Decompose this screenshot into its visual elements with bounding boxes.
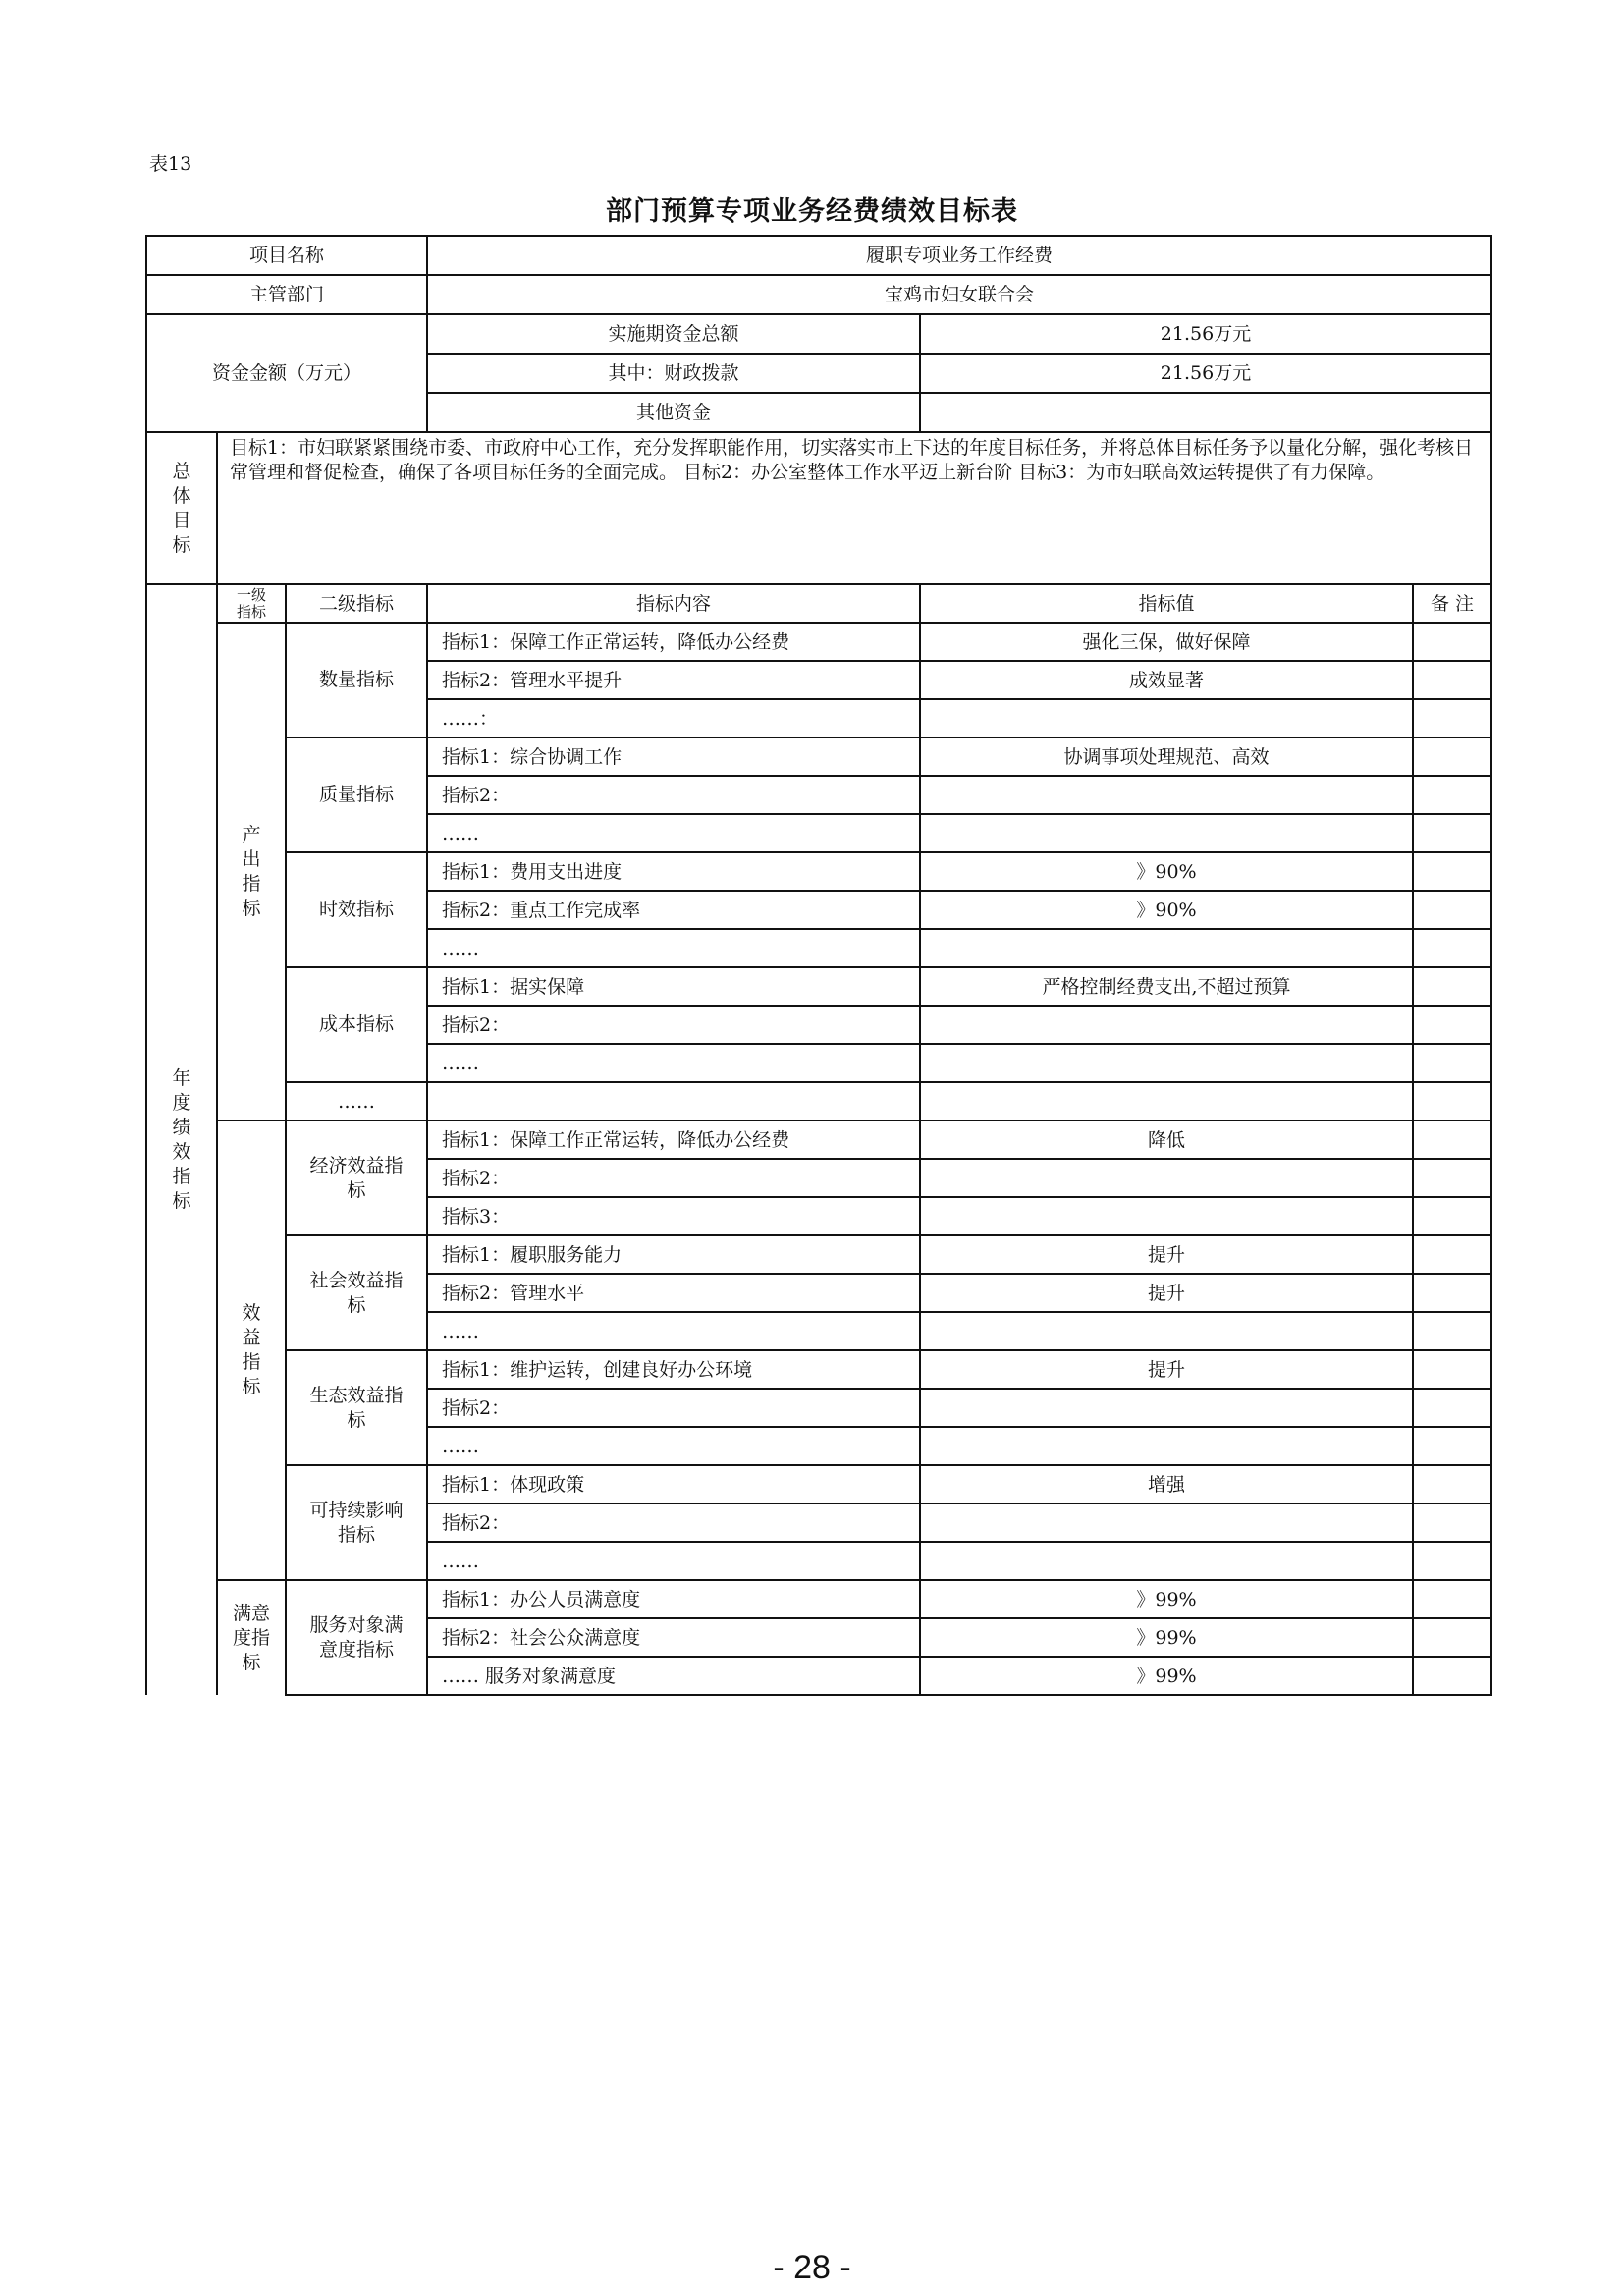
indicator-value bbox=[920, 929, 1413, 967]
indicator-remark bbox=[1413, 929, 1491, 967]
indicator-content: 指标1：据实保障 bbox=[427, 967, 920, 1006]
indicator-content: …… bbox=[427, 929, 920, 967]
overall-goal-row bbox=[146, 432, 1491, 584]
performance-target-table bbox=[145, 235, 1492, 1696]
indicator-remark bbox=[1413, 1312, 1491, 1350]
indicator-remark bbox=[1413, 738, 1491, 776]
indicator-content: …… bbox=[427, 1427, 920, 1465]
indicator-value: 》99% bbox=[920, 1618, 1413, 1657]
indicator-value bbox=[920, 1159, 1413, 1197]
indicator-remark bbox=[1413, 852, 1491, 891]
indicator-row bbox=[146, 623, 1491, 661]
indicator-content: 指标1：办公人员满意度 bbox=[427, 1580, 920, 1618]
overall-goal-text: 目标1：市妇联紧紧围绕市委、市政府中心工作，充分发挥职能作用，切实落实市上下达的年度目标任务，并将总体目标任务予以量化分解，强化考核日常管理和督促检查，确保了各项目标任务的全面完成。 目标2：办公室整体工作水平迈上新台阶 目标3：为市妇联高效运转提供了有力保障。 bbox=[217, 432, 1491, 584]
indicator-content: 指标2： bbox=[427, 1389, 920, 1427]
indicator-remark bbox=[1413, 1657, 1491, 1695]
indicator-value bbox=[920, 1542, 1413, 1580]
funds-fiscal-label: 其中：财政拨款 bbox=[427, 354, 920, 393]
indicator-value bbox=[920, 1006, 1413, 1044]
level2-indicator: 社会效益指标 bbox=[286, 1235, 427, 1350]
level1-indicator: 产出指标 bbox=[217, 623, 286, 1121]
indicator-content: ……： bbox=[427, 699, 920, 738]
annual-indicators-label: 年度绩效指标 bbox=[146, 584, 217, 1695]
indicator-row bbox=[146, 738, 1491, 776]
funds-fiscal-value: 21.56万元 bbox=[920, 354, 1491, 393]
funds-total-value: 21.56万元 bbox=[920, 314, 1491, 354]
indicator-content: 指标1：维护运转，创建良好办公环境 bbox=[427, 1350, 920, 1389]
level2-indicator: 生态效益指标 bbox=[286, 1350, 427, 1465]
indicator-content: 指标1：综合协调工作 bbox=[427, 738, 920, 776]
indicator-content: …… bbox=[427, 1044, 920, 1082]
indicator-value: 提升 bbox=[920, 1274, 1413, 1312]
table-number-label: 表13 bbox=[149, 153, 192, 175]
indicator-value: 提升 bbox=[920, 1350, 1413, 1389]
indicator-remark bbox=[1413, 661, 1491, 699]
indicator-value bbox=[920, 1312, 1413, 1350]
indicator-value bbox=[920, 1427, 1413, 1465]
indicator-remark bbox=[1413, 1235, 1491, 1274]
funds-other-label: 其他资金 bbox=[427, 393, 920, 432]
indicator-content: 指标2：重点工作完成率 bbox=[427, 891, 920, 929]
page-number: - 28 - bbox=[773, 2249, 851, 2286]
indicator-content: 指标1：保障工作正常运转，降低办公经费 bbox=[427, 623, 920, 661]
funds-total-label: 实施期资金总额 bbox=[427, 314, 920, 354]
level2-indicator: 时效指标 bbox=[286, 852, 427, 967]
level2-indicator: 质量指标 bbox=[286, 738, 427, 852]
indicator-row bbox=[146, 1350, 1491, 1389]
level2-indicator: …… bbox=[286, 1082, 427, 1121]
value-header: 指标值 bbox=[920, 584, 1413, 623]
level2-indicator: 数量指标 bbox=[286, 623, 427, 738]
indicator-value bbox=[920, 699, 1413, 738]
indicator-remark bbox=[1413, 1542, 1491, 1580]
indicator-value: 协调事项处理规范、高效 bbox=[920, 738, 1413, 776]
indicator-remark bbox=[1413, 814, 1491, 852]
indicator-remark bbox=[1413, 967, 1491, 1006]
department-label: 主管部门 bbox=[146, 275, 427, 314]
project-name-row bbox=[146, 236, 1491, 275]
indicator-value: 》90% bbox=[920, 852, 1413, 891]
indicator-remark bbox=[1413, 1580, 1491, 1618]
indicator-remark bbox=[1413, 1197, 1491, 1235]
level2-indicator: 可持续影响指标 bbox=[286, 1465, 427, 1580]
indicator-content bbox=[427, 1082, 920, 1121]
indicator-row bbox=[146, 1580, 1491, 1618]
indicator-remark bbox=[1413, 1159, 1491, 1197]
indicator-content: 指标2： bbox=[427, 776, 920, 814]
indicator-remark bbox=[1413, 1389, 1491, 1427]
indicator-value: 降低 bbox=[920, 1121, 1413, 1159]
indicator-value: 严格控制经费支出,不超过预算 bbox=[920, 967, 1413, 1006]
indicator-row bbox=[146, 852, 1491, 891]
indicator-remark bbox=[1413, 623, 1491, 661]
indicator-remark bbox=[1413, 1044, 1491, 1082]
indicator-content: …… bbox=[427, 1312, 920, 1350]
indicator-value: 增强 bbox=[920, 1465, 1413, 1503]
indicator-remark bbox=[1413, 1503, 1491, 1542]
indicator-content: 指标2：社会公众满意度 bbox=[427, 1618, 920, 1657]
indicator-header-row bbox=[146, 584, 1491, 623]
department-value: 宝鸡市妇女联合会 bbox=[427, 275, 1491, 314]
level1-indicator: 效益指标 bbox=[217, 1121, 286, 1580]
indicator-content: 指标1：履职服务能力 bbox=[427, 1235, 920, 1274]
indicator-remark bbox=[1413, 1350, 1491, 1389]
funds-label: 资金金额（万元） bbox=[146, 314, 427, 432]
funds-total-row bbox=[146, 314, 1491, 354]
indicator-content: 指标1：费用支出进度 bbox=[427, 852, 920, 891]
indicator-content: 指标1：保障工作正常运转，降低办公经费 bbox=[427, 1121, 920, 1159]
indicator-remark bbox=[1413, 699, 1491, 738]
level2-indicator: 服务对象满意度指标 bbox=[286, 1580, 427, 1695]
indicator-content: 指标2： bbox=[427, 1503, 920, 1542]
indicator-value bbox=[920, 814, 1413, 852]
level2-header: 二级指标 bbox=[286, 584, 427, 623]
remark-header: 备 注 bbox=[1413, 584, 1491, 623]
project-name-label: 项目名称 bbox=[146, 236, 427, 275]
indicator-value bbox=[920, 1044, 1413, 1082]
indicator-row bbox=[146, 1235, 1491, 1274]
indicator-remark bbox=[1413, 1427, 1491, 1465]
indicator-value bbox=[920, 1503, 1413, 1542]
indicator-value bbox=[920, 1389, 1413, 1427]
indicator-value bbox=[920, 1082, 1413, 1121]
indicator-row bbox=[146, 967, 1491, 1006]
indicator-row bbox=[146, 1121, 1491, 1159]
project-name-value: 履职专项业务工作经费 bbox=[427, 236, 1491, 275]
indicator-remark bbox=[1413, 1006, 1491, 1044]
indicator-value bbox=[920, 776, 1413, 814]
document-title: 部门预算专项业务经费绩效目标表 bbox=[606, 196, 1018, 227]
indicator-content: 指标1：体现政策 bbox=[427, 1465, 920, 1503]
indicator-remark bbox=[1413, 1465, 1491, 1503]
indicator-value: 》99% bbox=[920, 1657, 1413, 1695]
indicator-content: 指标3： bbox=[427, 1197, 920, 1235]
indicator-content: …… bbox=[427, 1542, 920, 1580]
indicator-remark bbox=[1413, 1082, 1491, 1121]
indicator-value: 提升 bbox=[920, 1235, 1413, 1274]
level2-indicator: 成本指标 bbox=[286, 967, 427, 1082]
indicator-remark bbox=[1413, 776, 1491, 814]
funds-other-value bbox=[920, 393, 1491, 432]
overall-goal-label: 总体目标 bbox=[146, 432, 217, 584]
indicator-value: 成效显著 bbox=[920, 661, 1413, 699]
indicator-remark bbox=[1413, 1274, 1491, 1312]
content-header: 指标内容 bbox=[427, 584, 920, 623]
indicator-content: 指标2：管理水平提升 bbox=[427, 661, 920, 699]
level1-indicator: 满意度指标 bbox=[217, 1580, 286, 1695]
indicator-content: …… bbox=[427, 814, 920, 852]
indicator-value: 》99% bbox=[920, 1580, 1413, 1618]
indicator-content: 指标2： bbox=[427, 1006, 920, 1044]
level2-indicator: 经济效益指标 bbox=[286, 1121, 427, 1235]
indicator-value: 》90% bbox=[920, 891, 1413, 929]
indicator-row bbox=[146, 1082, 1491, 1121]
indicator-value: 强化三保，做好保障 bbox=[920, 623, 1413, 661]
indicator-value bbox=[920, 1197, 1413, 1235]
indicator-remark bbox=[1413, 1121, 1491, 1159]
indicator-row bbox=[146, 1465, 1491, 1503]
indicator-remark bbox=[1413, 891, 1491, 929]
indicator-remark bbox=[1413, 1618, 1491, 1657]
level1-header: 一级指标 bbox=[217, 584, 286, 623]
indicator-content: …… 服务对象满意度 bbox=[427, 1657, 920, 1695]
indicator-content: 指标2： bbox=[427, 1159, 920, 1197]
department-row bbox=[146, 275, 1491, 314]
indicator-content: 指标2：管理水平 bbox=[427, 1274, 920, 1312]
